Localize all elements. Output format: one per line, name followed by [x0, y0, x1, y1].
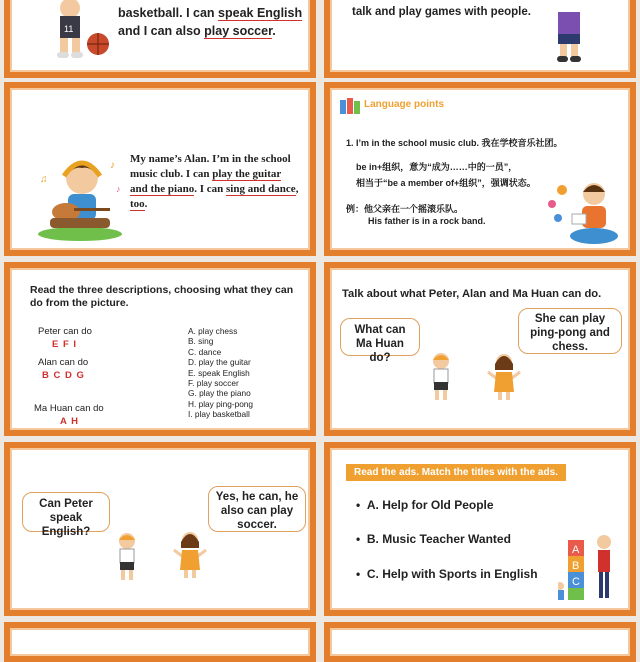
slide-8[interactable] — [324, 442, 636, 616]
bullet: • — [356, 498, 361, 512]
sing-dance-phrase: sing and dance — [225, 183, 296, 195]
girl-illustration — [544, 0, 594, 68]
slide-10-partial[interactable] — [324, 622, 636, 662]
boy-figure — [112, 532, 142, 582]
peter-answer: E F I — [52, 339, 78, 350]
option-d: D. play the guitar — [188, 357, 251, 368]
option-g: G. play the piano — [188, 388, 251, 399]
svg-text:♪: ♪ — [116, 184, 121, 194]
books-icon — [340, 98, 362, 114]
too-word: too — [130, 198, 145, 210]
option-c: C. dance — [188, 346, 222, 357]
option-e: E. speak English — [188, 367, 250, 378]
language-point-1: 1. I’m in the school music club. 我在学校音乐社团。 — [346, 138, 563, 148]
bullet: • — [356, 532, 361, 546]
play-guitar-phrase: play the guitar — [212, 168, 282, 180]
slide-5-title: Read the three descriptions, choosing what they can do from the picture. — [30, 284, 294, 309]
option-b: B. sing — [188, 336, 214, 347]
language-points-header: Language points — [364, 99, 444, 110]
example-english: His father is in a rock band. — [368, 216, 486, 226]
slide-7-content — [10, 448, 310, 610]
option-i: I. play basketball — [188, 409, 250, 420]
student-reading-illustration — [544, 176, 624, 246]
alan-guitar-illustration — [30, 152, 130, 242]
slide-8-content — [330, 448, 630, 610]
blocks-and-child-illustration — [558, 532, 622, 604]
girl-figure — [168, 530, 212, 580]
slide-6[interactable] — [324, 262, 636, 436]
speech-bubble-right: Yes, he can, he also can play soccer. — [208, 486, 306, 532]
slide-2-content — [330, 0, 630, 72]
alan-answer: B C D G — [42, 370, 85, 381]
slide-4-content — [330, 88, 630, 250]
ma-huan-answer: A H — [60, 416, 80, 427]
slide-9-content — [10, 628, 310, 656]
slide-1[interactable] — [4, 0, 316, 78]
speech-bubble-left: Can Peter speak English? — [22, 492, 110, 532]
ad-title-c: • C. Help with Sports in English — [356, 567, 538, 581]
bullet: • — [356, 567, 361, 581]
option-a: A. play chess — [188, 326, 238, 336]
speech-bubble-left: What can Ma Huan do? — [340, 318, 420, 356]
slide-8-header: Read the ads. Match the titles with the ads. — [346, 464, 566, 481]
ad-title-a: • A. Help for Old People — [356, 498, 494, 512]
option-h: H. play ping-pong — [188, 398, 254, 409]
language-point-explanation-2: 相当于“be a member of+组织”，强调状态。 — [356, 178, 536, 188]
slide-5-content — [10, 268, 310, 430]
slide-4[interactable] — [324, 82, 636, 256]
slide-1-line-2: and I can also play soccer. — [118, 24, 276, 38]
slide-5[interactable] — [4, 262, 316, 436]
slide-6-title: Talk about what Peter, Alan and Ma Huan can do. — [342, 288, 602, 300]
ma-huan-label: Ma Huan can do — [34, 403, 104, 414]
slide-2-text: talk and play games with people. — [352, 6, 531, 18]
svg-text:♫: ♫ — [40, 174, 48, 185]
play-soccer-phrase: play soccer — [204, 24, 273, 38]
slide-3[interactable] — [4, 82, 316, 256]
svg-text:♪: ♪ — [110, 160, 115, 171]
speech-bubble-right: She can play ping-pong and chess. — [518, 308, 622, 354]
ad-title-b: • B. Music Teacher Wanted — [356, 532, 511, 546]
slide-3-paragraph: My name’s Alan. I’m in the school music club. I can play the guitar and the piano. I can sing and dance, too. — [130, 153, 299, 210]
block-c-letter: C — [572, 576, 580, 588]
block-b-letter: B — [572, 560, 580, 572]
boy-basketball-illustration — [42, 0, 112, 70]
slide-3-content — [10, 88, 310, 250]
slide-7[interactable] — [4, 442, 316, 616]
slide-1-line-1: basketball. I can speak English — [118, 6, 303, 20]
boy-figure — [426, 352, 456, 402]
option-f: F. play soccer — [188, 378, 239, 389]
slide-9-partial[interactable] — [4, 622, 316, 662]
speak-english-phrase: speak English — [218, 6, 303, 20]
slide-10-content — [330, 628, 630, 656]
block-a-letter: A — [572, 544, 580, 556]
slide-2[interactable] — [324, 0, 636, 78]
svg-text:11: 11 — [64, 24, 74, 34]
language-point-explanation-1: be in+组织，意为“成为……中的一员”， — [356, 162, 518, 172]
alan-label: Alan can do — [38, 357, 89, 368]
play-piano-phrase: and the piano — [130, 183, 195, 195]
example-label: 例：他父亲在一个摇滚乐队。 — [346, 204, 464, 214]
slide-1-content — [10, 0, 310, 72]
options-list — [188, 326, 253, 420]
slide-6-content — [330, 268, 630, 430]
peter-label: Peter can do — [38, 326, 92, 337]
girl-figure — [482, 352, 526, 402]
